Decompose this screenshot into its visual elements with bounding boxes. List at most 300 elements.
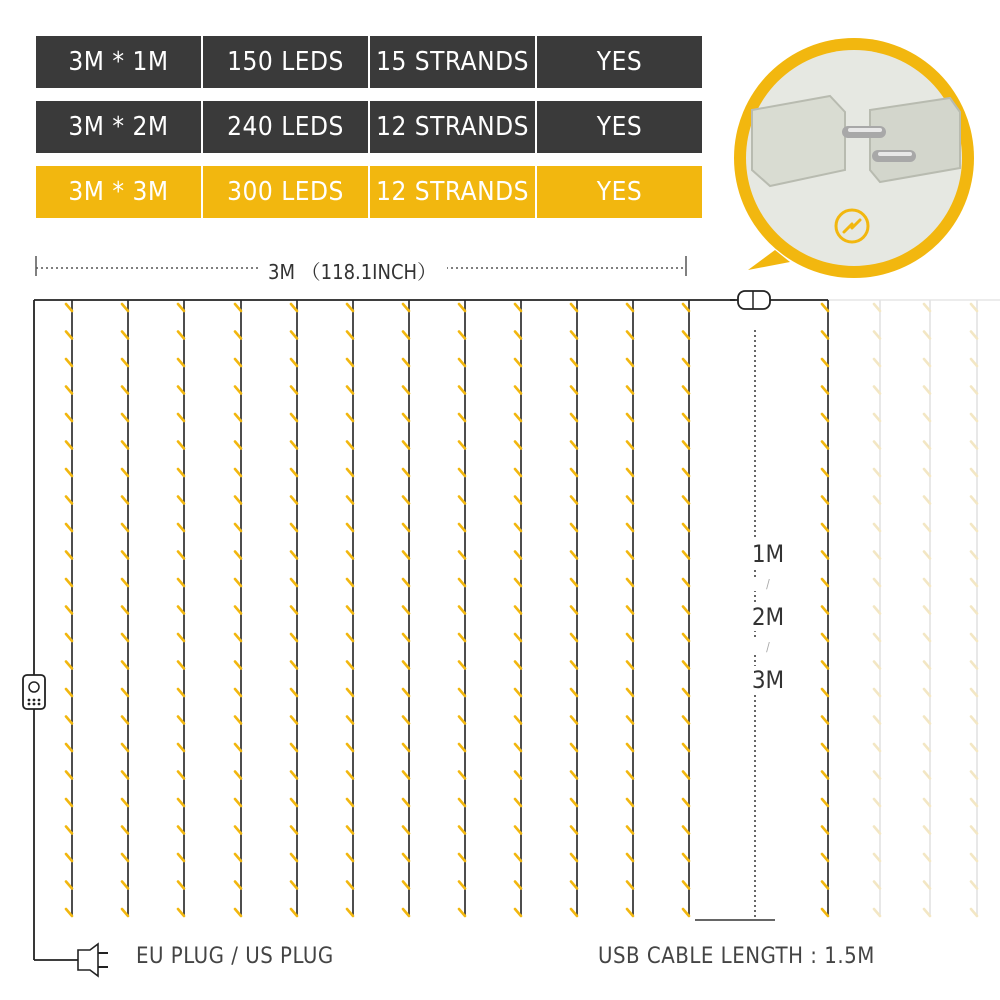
- light-strand: [683, 300, 689, 916]
- led-bulb: [66, 827, 72, 834]
- led-bulb: [403, 359, 409, 366]
- spec-extendable: YES: [535, 166, 702, 218]
- led-bulb: [178, 359, 184, 366]
- led-bulb: [874, 442, 880, 449]
- led-bulb: [235, 799, 241, 806]
- led-bulb: [571, 359, 577, 366]
- led-bulb: [66, 772, 72, 779]
- led-bulb: [291, 799, 297, 806]
- led-bulb: [291, 332, 297, 339]
- led-bulb: [874, 359, 880, 366]
- led-bulb: [122, 799, 128, 806]
- led-bulb: [971, 882, 977, 889]
- led-bulb: [291, 717, 297, 724]
- led-bulb: [178, 387, 184, 394]
- led-bulb: [627, 332, 633, 339]
- led-bulb: [627, 909, 633, 916]
- led-bulb: [971, 854, 977, 861]
- led-bulb: [822, 607, 828, 614]
- led-bulb: [347, 882, 353, 889]
- led-bulb: [571, 524, 577, 531]
- led-bulb: [178, 332, 184, 339]
- led-bulb: [122, 854, 128, 861]
- led-bulb: [66, 524, 72, 531]
- led-bulb: [66, 744, 72, 751]
- led-bulb: [347, 689, 353, 696]
- led-bulb: [874, 744, 880, 751]
- led-bulb: [459, 332, 465, 339]
- led-bulb: [822, 854, 828, 861]
- led-bulb: [347, 552, 353, 559]
- led-bulb: [971, 744, 977, 751]
- led-bulb: [683, 304, 689, 311]
- led-bulb: [627, 442, 633, 449]
- led-bulb: [291, 497, 297, 504]
- led-bulb: [459, 359, 465, 366]
- light-strand: [403, 300, 409, 916]
- led-bulb: [66, 882, 72, 889]
- led-bulb: [403, 552, 409, 559]
- led-bulb: [291, 524, 297, 531]
- led-bulb: [291, 662, 297, 669]
- led-bulb: [683, 717, 689, 724]
- led-bulb: [971, 717, 977, 724]
- led-bulb: [347, 854, 353, 861]
- led-bulb: [971, 772, 977, 779]
- led-bulb: [924, 909, 930, 916]
- led-bulb: [178, 689, 184, 696]
- connector-plug-icon: [730, 291, 770, 309]
- led-bulb: [66, 442, 72, 449]
- led-bulb: [347, 662, 353, 669]
- led-bulb: [403, 497, 409, 504]
- led-bulb: [459, 304, 465, 311]
- led-bulb: [571, 387, 577, 394]
- led-bulb: [683, 414, 689, 421]
- led-bulb: [347, 827, 353, 834]
- led-bulb: [571, 854, 577, 861]
- led-bulb: [515, 387, 521, 394]
- faded-light-strand: [874, 300, 880, 916]
- led-bulb: [627, 497, 633, 504]
- led-bulb: [874, 607, 880, 614]
- led-bulb: [571, 497, 577, 504]
- led-bulb: [66, 717, 72, 724]
- led-bulb: [924, 689, 930, 696]
- led-bulb: [874, 854, 880, 861]
- led-bulb: [515, 854, 521, 861]
- led-bulb: [515, 634, 521, 641]
- led-bulb: [515, 414, 521, 421]
- led-bulb: [515, 469, 521, 476]
- led-bulb: [178, 772, 184, 779]
- remote-control-icon: [23, 675, 45, 709]
- led-bulb: [291, 414, 297, 421]
- led-bulb: [122, 524, 128, 531]
- led-bulb: [822, 359, 828, 366]
- spec-size: 3M * 2M: [68, 112, 169, 142]
- led-bulb: [66, 662, 72, 669]
- led-bulb: [347, 387, 353, 394]
- led-bulb: [924, 469, 930, 476]
- led-bulb: [235, 854, 241, 861]
- led-bulb: [403, 414, 409, 421]
- led-bulb: [178, 799, 184, 806]
- led-bulb: [822, 689, 828, 696]
- led-bulb: [627, 304, 633, 311]
- led-bulb: [178, 744, 184, 751]
- led-bulb: [683, 689, 689, 696]
- led-bulb: [683, 744, 689, 751]
- spec-extendable: YES: [535, 36, 702, 88]
- spec-extendable: YES: [535, 101, 702, 153]
- led-bulb: [235, 359, 241, 366]
- led-bulb: [571, 442, 577, 449]
- led-bulb: [122, 772, 128, 779]
- led-bulb: [347, 607, 353, 614]
- led-bulb: [347, 414, 353, 421]
- light-strands: [66, 300, 977, 916]
- led-bulb: [347, 579, 353, 586]
- led-bulb: [683, 854, 689, 861]
- led-bulb: [122, 689, 128, 696]
- led-bulb: [627, 469, 633, 476]
- led-bulb: [66, 497, 72, 504]
- light-strand: [515, 300, 521, 916]
- led-bulb: [178, 442, 184, 449]
- spec-size: 3M * 1M: [68, 47, 169, 77]
- light-strand: [627, 300, 633, 916]
- led-bulb: [571, 662, 577, 669]
- led-bulb: [235, 304, 241, 311]
- led-bulb: [571, 634, 577, 641]
- spec-leds: 240 LEDS: [201, 101, 368, 153]
- led-bulb: [347, 469, 353, 476]
- led-bulb: [459, 909, 465, 916]
- led-bulb: [178, 662, 184, 669]
- led-bulb: [874, 772, 880, 779]
- led-bulb: [515, 772, 521, 779]
- led-bulb: [924, 744, 930, 751]
- led-bulb: [66, 607, 72, 614]
- led-bulb: [291, 469, 297, 476]
- led-bulb: [971, 662, 977, 669]
- led-bulb: [178, 717, 184, 724]
- led-bulb: [122, 304, 128, 311]
- led-bulb: [924, 414, 930, 421]
- led-bulb: [459, 799, 465, 806]
- led-bulb: [924, 442, 930, 449]
- led-bulb: [822, 552, 828, 559]
- led-bulb: [874, 469, 880, 476]
- led-bulb: [971, 799, 977, 806]
- led-bulb: [122, 469, 128, 476]
- led-bulb: [515, 552, 521, 559]
- led-bulb: [924, 552, 930, 559]
- led-bulb: [347, 497, 353, 504]
- led-bulb: [924, 827, 930, 834]
- led-bulb: [235, 552, 241, 559]
- faded-light-strand: [924, 300, 930, 916]
- led-bulb: [178, 469, 184, 476]
- led-bulb: [235, 387, 241, 394]
- led-bulb: [235, 744, 241, 751]
- led-bulb: [459, 524, 465, 531]
- led-bulb: [291, 772, 297, 779]
- led-bulb: [683, 882, 689, 889]
- led-bulb: [403, 524, 409, 531]
- top-wire: [34, 300, 1000, 960]
- led-bulb: [627, 579, 633, 586]
- spec-strands: 15 STRANDS: [368, 36, 535, 88]
- led-bulb: [924, 579, 930, 586]
- led-bulb: [291, 689, 297, 696]
- led-bulb: [347, 744, 353, 751]
- led-bulb: [122, 909, 128, 916]
- led-bulb: [122, 442, 128, 449]
- led-bulb: [971, 524, 977, 531]
- led-bulb: [235, 717, 241, 724]
- led-bulb: [822, 909, 828, 916]
- led-bulb: [122, 882, 128, 889]
- led-bulb: [178, 827, 184, 834]
- led-bulb: [515, 579, 521, 586]
- light-strand: [822, 300, 828, 916]
- led-bulb: [822, 497, 828, 504]
- led-bulb: [924, 882, 930, 889]
- led-bulb: [683, 909, 689, 916]
- led-bulb: [822, 717, 828, 724]
- led-bulb: [822, 332, 828, 339]
- led-bulb: [66, 387, 72, 394]
- led-bulb: [403, 854, 409, 861]
- led-bulb: [291, 634, 297, 641]
- led-bulb: [874, 827, 880, 834]
- led-bulb: [459, 662, 465, 669]
- led-bulb: [571, 772, 577, 779]
- light-strand: [347, 300, 353, 916]
- led-bulb: [571, 799, 577, 806]
- led-bulb: [822, 387, 828, 394]
- led-bulb: [822, 634, 828, 641]
- led-bulb: [571, 827, 577, 834]
- led-bulb: [403, 744, 409, 751]
- led-bulb: [627, 772, 633, 779]
- led-bulb: [822, 304, 828, 311]
- led-bulb: [66, 332, 72, 339]
- led-bulb: [122, 359, 128, 366]
- led-bulb: [683, 332, 689, 339]
- length-label-3m: 3M: [744, 666, 792, 694]
- led-bulb: [459, 854, 465, 861]
- led-bulb: [291, 552, 297, 559]
- led-bulb: [822, 772, 828, 779]
- led-bulb: [122, 662, 128, 669]
- led-bulb: [515, 689, 521, 696]
- led-bulb: [235, 442, 241, 449]
- led-bulb: [971, 497, 977, 504]
- cable-length-label: USB CABLE LENGTH : 1.5M: [598, 944, 875, 969]
- led-bulb: [571, 552, 577, 559]
- led-bulb: [822, 524, 828, 531]
- led-bulb: [178, 607, 184, 614]
- led-bulb: [291, 909, 297, 916]
- led-bulb: [971, 414, 977, 421]
- led-bulb: [874, 799, 880, 806]
- led-bulb: [971, 689, 977, 696]
- led-bulb: [971, 469, 977, 476]
- light-strand: [66, 300, 72, 916]
- led-bulb: [874, 662, 880, 669]
- light-strand: [571, 300, 577, 916]
- led-bulb: [571, 607, 577, 614]
- led-bulb: [459, 634, 465, 641]
- led-bulb: [235, 882, 241, 889]
- led-bulb: [874, 882, 880, 889]
- led-bulb: [66, 304, 72, 311]
- led-bulb: [235, 469, 241, 476]
- led-bulb: [822, 579, 828, 586]
- connector-callout: [734, 38, 974, 278]
- led-bulb: [924, 524, 930, 531]
- led-bulb: [178, 909, 184, 916]
- led-bulb: [178, 854, 184, 861]
- led-bulb: [347, 772, 353, 779]
- led-bulb: [347, 717, 353, 724]
- led-bulb: [122, 744, 128, 751]
- led-bulb: [971, 552, 977, 559]
- led-bulb: [403, 387, 409, 394]
- led-bulb: [235, 497, 241, 504]
- led-bulb: [66, 359, 72, 366]
- led-bulb: [924, 387, 930, 394]
- led-bulb: [178, 634, 184, 641]
- led-bulb: [459, 607, 465, 614]
- power-plug-icon: [78, 944, 108, 976]
- led-bulb: [571, 579, 577, 586]
- led-bulb: [627, 744, 633, 751]
- led-bulb: [971, 387, 977, 394]
- led-bulb: [403, 882, 409, 889]
- led-bulb: [515, 827, 521, 834]
- led-bulb: [235, 662, 241, 669]
- led-bulb: [66, 689, 72, 696]
- led-bulb: [235, 827, 241, 834]
- led-bulb: [683, 772, 689, 779]
- led-bulb: [627, 387, 633, 394]
- led-bulb: [403, 634, 409, 641]
- led-bulb: [459, 744, 465, 751]
- led-bulb: [291, 359, 297, 366]
- led-bulb: [683, 579, 689, 586]
- led-bulb: [235, 607, 241, 614]
- led-bulb: [971, 579, 977, 586]
- spec-strands: 12 STRANDS: [368, 166, 535, 218]
- length-label-2m: 2M: [744, 603, 792, 631]
- led-bulb: [347, 799, 353, 806]
- led-bulb: [822, 414, 828, 421]
- led-bulb: [235, 909, 241, 916]
- led-bulb: [515, 332, 521, 339]
- led-bulb: [515, 442, 521, 449]
- led-bulb: [971, 827, 977, 834]
- led-bulb: [459, 772, 465, 779]
- led-bulb: [235, 689, 241, 696]
- led-bulb: [122, 497, 128, 504]
- led-bulb: [291, 854, 297, 861]
- led-bulb: [874, 497, 880, 504]
- led-bulb: [291, 304, 297, 311]
- led-bulb: [291, 579, 297, 586]
- led-bulb: [122, 634, 128, 641]
- led-bulb: [515, 799, 521, 806]
- led-bulb: [178, 552, 184, 559]
- length-separator: /: [744, 577, 792, 591]
- led-bulb: [403, 689, 409, 696]
- led-bulb: [403, 799, 409, 806]
- led-bulb: [515, 359, 521, 366]
- led-bulb: [515, 717, 521, 724]
- led-bulb: [235, 634, 241, 641]
- led-bulb: [924, 717, 930, 724]
- led-bulb: [627, 827, 633, 834]
- led-bulb: [403, 772, 409, 779]
- led-bulb: [924, 304, 930, 311]
- led-bulb: [515, 662, 521, 669]
- led-bulb: [291, 827, 297, 834]
- led-bulb: [66, 414, 72, 421]
- led-bulb: [122, 332, 128, 339]
- led-bulb: [66, 469, 72, 476]
- led-bulb: [571, 304, 577, 311]
- length-label-1m: 1M: [744, 540, 792, 568]
- led-bulb: [924, 854, 930, 861]
- faded-light-strand: [971, 300, 977, 916]
- led-bulb: [235, 772, 241, 779]
- led-bulb: [683, 469, 689, 476]
- led-bulb: [291, 442, 297, 449]
- led-bulb: [178, 882, 184, 889]
- led-bulb: [874, 414, 880, 421]
- led-bulb: [347, 442, 353, 449]
- led-bulb: [122, 827, 128, 834]
- led-bulb: [571, 414, 577, 421]
- led-bulb: [66, 799, 72, 806]
- spec-strands: 12 STRANDS: [368, 101, 535, 153]
- led-bulb: [627, 717, 633, 724]
- led-bulb: [178, 304, 184, 311]
- led-bulb: [178, 579, 184, 586]
- led-bulb: [178, 414, 184, 421]
- led-bulb: [924, 662, 930, 669]
- led-bulb: [627, 662, 633, 669]
- led-bulb: [235, 414, 241, 421]
- led-bulb: [235, 579, 241, 586]
- led-bulb: [459, 717, 465, 724]
- led-bulb: [822, 827, 828, 834]
- led-bulb: [874, 304, 880, 311]
- light-strand: [178, 300, 184, 916]
- led-bulb: [874, 689, 880, 696]
- spec-leds: 300 LEDS: [201, 166, 368, 218]
- led-bulb: [924, 359, 930, 366]
- led-bulb: [291, 882, 297, 889]
- led-bulb: [971, 442, 977, 449]
- led-bulb: [347, 304, 353, 311]
- light-strand: [122, 300, 128, 916]
- led-bulb: [459, 827, 465, 834]
- led-bulb: [459, 414, 465, 421]
